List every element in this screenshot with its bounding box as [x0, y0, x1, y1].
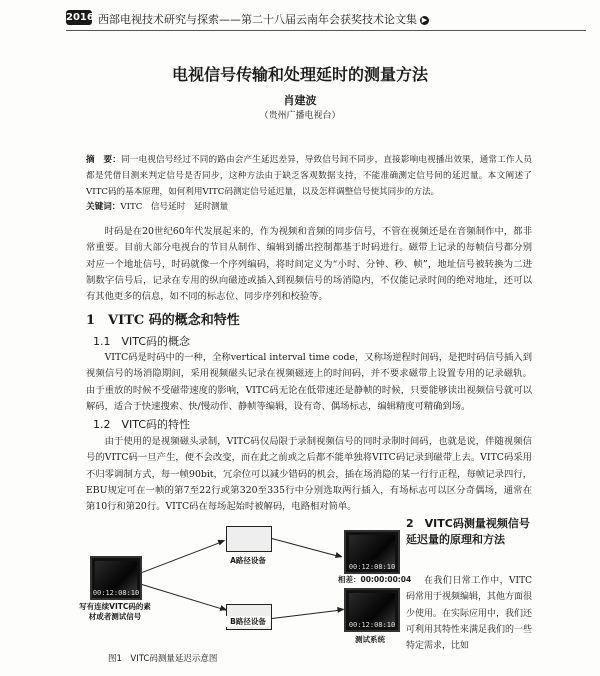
- keywords-text: VITC 信号延时 延时测量: [120, 202, 229, 212]
- section-1-1-text: VITC码是时码中的一种，全称vertical interval time code，又称场逆程时间码，是把时码信号插入到视频信号的场消隐期间，采用视频磁头记录在视频磁迹上的时间码，并不要求磁带上设置专用的记录磁轨。由于重放的时候不受磁带速度的影响，VITC码无论在低带速还是静帧的时候，只要能够读出视频信号就可以解码，适合于快速搜索、快/慢动作、静帧等编辑，设有奇、偶场标志，编辑精度可精确到场。: [86, 352, 532, 412]
- keywords: [86, 200, 532, 212]
- section-1-2-heading: 1.2 VITC码的特性: [93, 418, 191, 431]
- section-2-heading: 2 VITC码测量视频信号延迟量的原理和方法: [406, 517, 530, 546]
- abstract-label: 摘 要：: [86, 155, 121, 165]
- system-label: 测试系统: [355, 635, 385, 644]
- figure-1: [76, 524, 412, 672]
- running-header: [66, 10, 586, 28]
- source-timecode: 00:12:08:10: [92, 589, 140, 597]
- journal-title: [98, 11, 429, 27]
- paper-author: 肖建波: [283, 94, 317, 107]
- arrow-b-to-system: [272, 609, 344, 619]
- arrow-a-to-system: [272, 538, 342, 558]
- figure-caption: 图1 VITC码测量延迟示意图: [108, 654, 218, 664]
- intro-paragraph: 时码是在20世纪60年代发展起来的，作为视频和音频的同步信号，不管在视频还是在音频制作中，都非常重要。目前大部分电视台的节目从制作、编辑到播出控制都基于时码进行。磁带上记录的每帧信号都分别对应一个地址信号，时码就像一个序列编码，将时间定义为“小时、分钟、秒、帧”，地址信号被转换为二进制数字信号后，记录在专用的纵向磁迹或插入到视频信号的场消隐内，不仅能记录时间的绝对地址，还可以有其他更多的信息，如不同的标志位、同步序列和校验等。: [86, 226, 532, 303]
- monitor-b: [344, 588, 400, 632]
- monitor-a: [344, 530, 400, 574]
- abstract-text: 同一电视信号经过不同的路由会产生延迟差异，导致信号间不同步，直接影响电视播出效果，通常工作人员都是凭借目测来判定信号是否同步，这种方法由于缺乏客观数据支持，不能准确测定信号间的延迟量。本文阐述了VITC码的基本原理，如何利用VITC码测定信号延迟量，以及怎样调整信号使其同步的方法。: [86, 155, 532, 197]
- page-number: 2016: [66, 12, 94, 23]
- section-1-heading: 1 VITC 码的概念和特性: [86, 313, 240, 328]
- journal-title-text: 西部电视技术研究与探索——第二十八届云南年会获奖技术论文集: [98, 13, 417, 26]
- section-1-1-heading: 1.1 VITC码的概念: [93, 335, 191, 348]
- section-2-text: 在我们日常工作中，VITC 码常用于视频编辑，其他方面很少使用。在实际应用中，我们还可利用其特性来满足我们的一些特定需求，比如: [406, 576, 533, 652]
- paper-title: 电视信号传输和处理延时的测量方法: [171, 65, 428, 84]
- paper-affiliation: （贵州广播电视台）: [259, 111, 341, 121]
- device-b-label: B路径设备: [226, 616, 270, 627]
- arrow-to-b: [142, 584, 226, 611]
- monitor-a-timecode: 00:12:08:10: [348, 563, 396, 571]
- source-monitor: [90, 556, 142, 600]
- device-a: [226, 526, 272, 552]
- monitor-b-timecode: 00:12:08:10: [348, 621, 396, 629]
- section-1-2-text: 由于使用的是视频磁头录制，VITC码仅局限于录制视频信号的同时录制时间码，也就是说，伴随视频信号的VITC码一旦产生，便不会改变，而在此之前或之后都不能单独将VITC码记录到磁带上去。VITC码采用不归零调制方式，每一帧90bit，冗余位可以减少错码的机会，插在场消隐的某一行行正程，每帧记录四行，EBU规定可在一帧的第7至22行或第320至335行中分别选取两行插入，有场标志可以区分奇偶场，通常在第10行和第20行。VITC码在每场起始时被解码，电路相对简单。: [86, 436, 532, 513]
- header-rule: [66, 30, 586, 31]
- source-label: 写有连续VITC码的素材或者测试信号: [79, 602, 151, 621]
- delta-label: 相差：00:00:00:04: [338, 575, 412, 584]
- device-a-label: A路径设备: [230, 556, 266, 565]
- abstract: [86, 152, 532, 200]
- arrow-to-a: [142, 540, 225, 572]
- arrow-right-icon: ▶: [421, 16, 428, 24]
- keywords-label: 关键词：: [86, 202, 121, 212]
